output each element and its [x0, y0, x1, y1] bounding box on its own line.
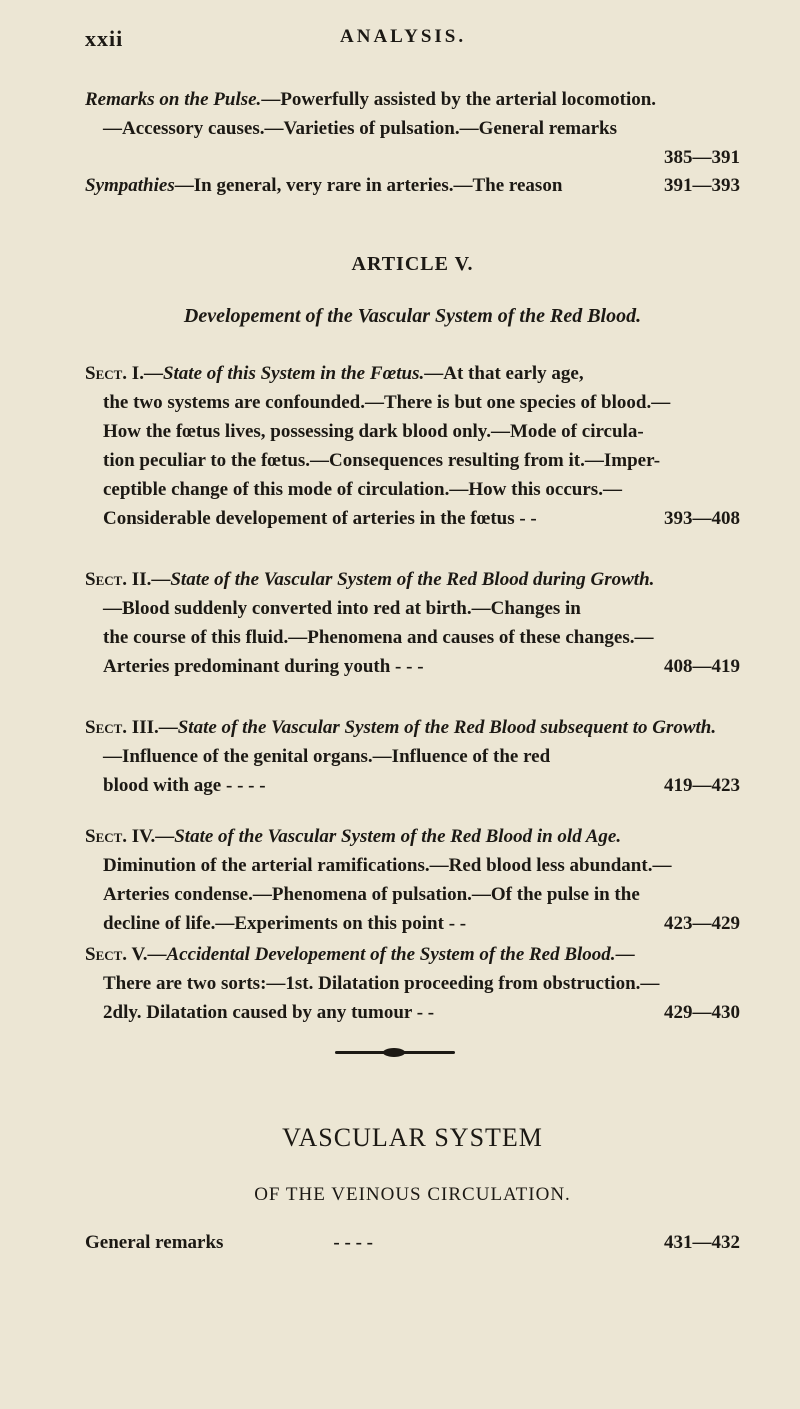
section-1-line: ceptible change of this mode of circulation.—How this occurs.— — [103, 479, 622, 500]
section-2-line: Arteries predominant during youth - - - — [103, 656, 424, 677]
section-4-line: Arteries condense.—Phenomena of pulsation.—Of the pulse in the — [103, 884, 640, 905]
section-3-range: 419—423 — [664, 775, 740, 796]
ornamental-rule — [335, 1051, 455, 1054]
running-title: ANALYSIS. — [340, 26, 467, 47]
section-5: Sect. V.—Accidental Developement of the System of the Red Blood.— There are two sorts:—1st. Dilatation proceeding from obstruction.— 2dly. Dilatation caused by any tumour - - 429—430 — [85, 940, 740, 1027]
section-2-label: Sect. II. — [85, 569, 152, 590]
section-4: Sect. IV.—State of the Vascular System of the Red Blood in old Age. Diminution of the arterial ramifications.—Red blood less abundant.— Arteries condense.—Phenomena of pulsation.—Of the pulse in the decline of life.—Experiments on this point - - 423—429 — [85, 822, 740, 938]
section-4-line: Diminution of the arterial ramifications.—Red blood less abundant.— — [103, 855, 672, 876]
section-3-label: Sect. III. — [85, 717, 159, 738]
section-5-line: — — [615, 944, 635, 965]
section-2-line: —Blood suddenly converted into red at birth.—Changes in — [103, 598, 581, 619]
sympathies-entry — [85, 171, 740, 200]
section-2-heading: State of the Vascular System of the Red Blood during Growth. — [170, 569, 655, 590]
sympathies-range: 391—393 — [664, 175, 740, 196]
section-3-heading: State of the Vascular System of the Red Blood subsequent to Growth. — [177, 717, 717, 738]
section-1-line: tion peculiar to the fœtus.—Consequences resulting from it.—Imper- — [103, 450, 661, 471]
section-4-range: 423—429 — [664, 913, 740, 934]
section-3-line: —Influence of the genital organs.—Influence of the red — [103, 746, 551, 767]
general-remarks-label: General remarks — [85, 1232, 224, 1253]
section-5-heading: Accidental Developement of the System of the Red Blood. — [166, 944, 616, 965]
pulse-range: 385—391 — [664, 147, 740, 168]
pulse-heading: Remarks on the Pulse. — [85, 89, 262, 110]
section-2: Sect. II.—State of the Vascular System of the Red Blood during Growth. —Blood suddenly converted into red at birth.—Changes in the course of this fluid.—Phenomena and causes of these changes.— Arteries predominant during youth - - - 408—419 — [85, 565, 740, 681]
sympathies-text: —In general, very rare in arteries.—The reason — [174, 175, 563, 196]
sympathies-heading: Sympathies — [85, 175, 175, 196]
general-remarks-entry — [85, 1228, 740, 1257]
pulse-entry — [85, 85, 740, 172]
section-3: Sect. III.—State of the Vascular System of the Red Blood subsequent to Growth. —Influence of the genital organs.—Influence of the red blood with age - - - - 419—423 — [85, 713, 740, 800]
article-title: ARTICLE V. — [351, 253, 474, 275]
part-subtitle: OF THE VEINOUS CIRCULATION. — [254, 1184, 571, 1205]
leader-dashes: - - - - — [333, 1232, 373, 1253]
article-subtitle: Developement of the Vascular System of the Red Blood. — [183, 305, 642, 327]
section-4-heading: State of the Vascular System of the Red Blood in old Age. — [174, 826, 622, 847]
section-2-range: 408—419 — [664, 656, 740, 677]
general-remarks-range: 431—432 — [664, 1232, 740, 1253]
section-2-line: the course of this fluid.—Phenomena and causes of these changes.— — [103, 627, 654, 648]
section-1-line: the two systems are confounded.—There is but one species of blood.— — [103, 392, 671, 413]
section-5-range: 429—430 — [664, 1002, 740, 1023]
section-1-range: 393—408 — [664, 508, 740, 529]
section-1-label: Sect. I. — [85, 363, 144, 384]
section-1-heading: State of this System in the Fœtus. — [162, 363, 425, 384]
section-4-line: decline of life.—Experiments on this point - - — [103, 913, 467, 934]
section-4-label: Sect. IV. — [85, 826, 156, 847]
pulse-line2: —Accessory causes.—Varieties of pulsation.—General remarks — [103, 118, 617, 139]
section-5-line: 2dly. Dilatation caused by any tumour - - — [103, 1002, 435, 1023]
section-1-line: —At that early age, — [424, 363, 584, 384]
part-title: VASCULAR SYSTEM — [282, 1123, 543, 1152]
pulse-text: —Powerfully assisted by the arterial locomotion. — [261, 89, 657, 110]
section-1-line: Considerable developement of arteries in the fœtus - - — [103, 508, 537, 529]
section-3-line: blood with age - - - - — [103, 775, 266, 796]
section-1: Sect. I.—State of this System in the Fœtus.—At that early age, the two systems are confounded.—There is but one species of blood.— How the fœtus lives, possessing dark blood only.—Mode of circula- tion peculiar to the fœtus.—Consequences resulting from it.—Imper- ceptible change of this mode of circulation.—How this occurs.— Considerable developement of arteries in the fœtus - - 393—408 — [85, 359, 740, 533]
page-number: xxii — [85, 26, 124, 51]
section-5-label: Sect. V. — [85, 944, 148, 965]
section-5-line: There are two sorts:—1st. Dilatation proceeding from obstruction.— — [103, 973, 660, 994]
section-1-line: How the fœtus lives, possessing dark blood only.—Mode of circula- — [103, 421, 644, 442]
running-header — [85, 14, 725, 54]
